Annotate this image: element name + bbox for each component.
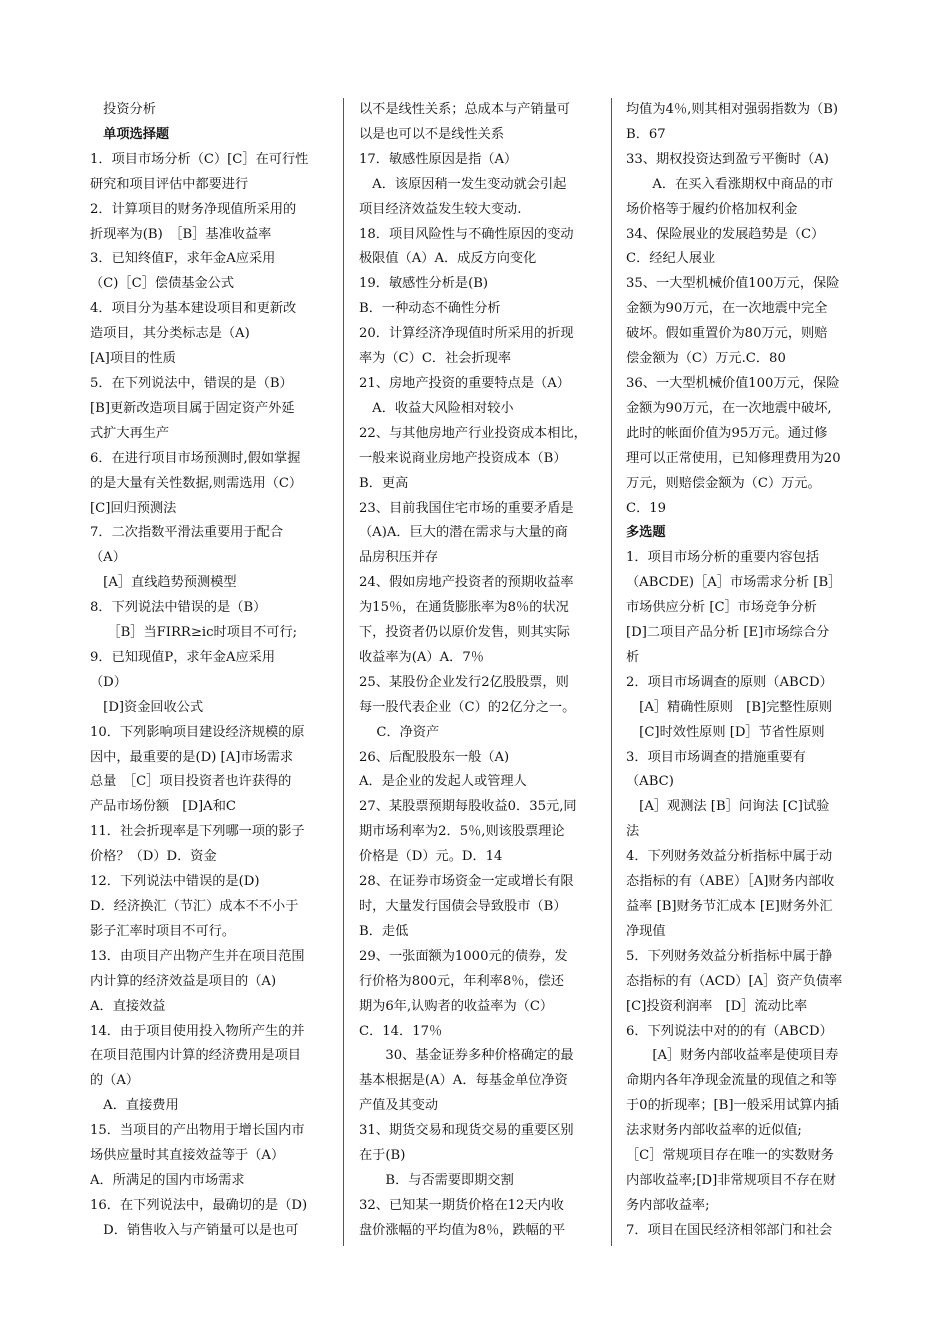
text-line: 每一股代表企业（C）的2亿分之一。: [359, 699, 576, 715]
text-line: 品房积压并存: [359, 550, 439, 566]
text-line: 以是也可以不是线性关系: [359, 126, 505, 142]
text-line: 益率 [B]财务节汇成本 [E]财务外汇: [626, 899, 833, 914]
column-divider: [611, 98, 612, 1246]
text-line: 为15％，在通货膨胀率为8％的状况: [359, 600, 569, 616]
text-line: 8．下列说法中错误的是（B）: [90, 600, 267, 616]
text-line: （ABC): [626, 774, 674, 790]
text-line: [A］财务内部收益率是使项目寿: [626, 1048, 839, 1064]
text-line: 价格？（D）D．资金: [90, 849, 217, 865]
text-line: 13．由项目产出物产生并在项目范围: [90, 948, 305, 964]
text-line: 6．下列说法中对的的有（ABCD）: [626, 1023, 833, 1039]
text-line: 4．项目分为基本建设项目和更新改: [90, 301, 297, 317]
text-line: 市场供应分析 [C］市场竞争分析: [626, 600, 817, 616]
text-line: 4．下列财务效益分析指标中属于动: [626, 849, 833, 865]
text-line: 期市场利率为2．5％,则该股票理论: [359, 824, 565, 840]
text-line: 25、某股份企业发行2亿股股票，则: [359, 674, 569, 690]
text-line: 净现值: [626, 923, 666, 939]
text-line: B．更高: [359, 475, 409, 491]
text-line: 14．由于项目使用投入物所产生的并: [90, 1023, 305, 1039]
text-line: 9．已知现值P，求年金A应采用: [90, 649, 276, 665]
text-line: C．经纪人展业: [626, 251, 716, 267]
text-line: 万元，则赔偿金额为（C）万元。: [626, 475, 821, 491]
text-line: 20．计算经济净现值时所采用的折现: [359, 326, 574, 342]
text-line: 5．在下列说法中，错误的是（B）: [90, 375, 293, 391]
text-line: C．14．17％: [359, 1023, 443, 1039]
text-line: ［B］当FIRR≥ic时项目不可行;: [90, 625, 298, 641]
text-line: 命期内各年净现金流量的现值之和等: [626, 1073, 837, 1089]
text-line: 17．敏感性原因是指（A）: [359, 151, 518, 167]
text-line: [A］直线趋势预测模型: [90, 575, 237, 591]
text-line: 场价格等于履约价格加权利金: [626, 201, 798, 217]
text-line: 以不是线性关系；总成本与产销量可: [359, 102, 570, 117]
text-line: 29、一张面额为1000元的债券，发: [359, 948, 568, 964]
text-line: 1．项目市场分析（C）[C］在可行性: [90, 151, 309, 167]
text-line: B．67: [626, 126, 666, 142]
text-line: 18．项目风险性与不确性原因的变动: [359, 226, 574, 242]
section-heading: 多选题: [626, 525, 666, 541]
text-line: 的是大量有关性数据,则需选用（C）: [90, 475, 303, 491]
text-line: 期为6年,认购者的收益率为（C）: [359, 998, 554, 1014]
text-line: 28、在证券市场资金一定或增长有限: [359, 874, 574, 890]
text-line: 研究和项目评估中都要进行: [90, 176, 249, 192]
text-line: [C]回归预测法: [90, 500, 177, 516]
text-line: [D]资金回收公式: [90, 699, 204, 715]
text-line: A．在买入看涨期权中商品的市: [626, 176, 834, 192]
text-line: 务内部收益率;: [626, 1197, 710, 1213]
text-line: 35、一大型机械价值100万元，保险: [626, 276, 840, 292]
text-line: （ABCDE)［A］市场需求分析 [B］: [626, 575, 842, 591]
text-line: A．是企业的发起人或管理人: [359, 774, 527, 790]
text-line: 3．已知终值F，求年金A应采用: [90, 251, 276, 267]
text-line: 15．当项目的产出物用于增长国内市: [90, 1123, 305, 1139]
text-line: 5．下列财务效益分析指标中属于静: [626, 948, 833, 964]
text-line: 下，投资者仍以原价发售，则其实际: [359, 625, 570, 641]
text-line: 在于(B): [359, 1148, 406, 1164]
text-line: 7．项目在国民经济相邻部门和社会: [626, 1222, 833, 1238]
text-line: 率为（C）C．社会折现率: [359, 351, 512, 367]
text-line: 27、某股票预期每股收益0．35元,同: [359, 799, 577, 815]
text-line: 金额为90万元，在一次地震中完全: [626, 301, 828, 317]
text-line: 行价格为800元，年利率8％，偿还: [359, 973, 564, 989]
text-line: 6．在进行项目市场预测时,假如掌握: [90, 450, 301, 466]
text-line: 式扩大再生产: [90, 425, 170, 441]
text-line: 31、期货交易和现货交易的重要区别: [359, 1123, 574, 1139]
text-line: A．所满足的国内市场需求: [90, 1172, 245, 1188]
text-line: [C]投资利润率 [D］流动比率: [626, 998, 808, 1014]
text-line: 34、保险展业的发展趋势是（C）: [626, 226, 825, 242]
text-line: C．19: [626, 500, 667, 516]
section-heading: 单项选择题: [90, 126, 170, 142]
text-line: 基本根据是(A）A．每基金单位净资: [359, 1073, 568, 1089]
text-line: 21、房地产投资的重要特点是（A）: [359, 375, 570, 391]
text-line: 总量 ［C］项目投资者也许获得的: [90, 774, 292, 790]
text-line: 22、与其他房地产行业投资成本相比，: [359, 425, 587, 441]
text-line: （D）: [90, 674, 127, 690]
text-line: 11．社会折现率是下列哪一项的影子: [90, 824, 305, 840]
text-line: B．走低: [359, 923, 409, 939]
text-line: [C]时效性原则 [D］节省性原则: [626, 724, 825, 740]
text-line: 于0的折现率；[B]一般采用试算内插: [626, 1098, 839, 1114]
text-line: 场供应量时其直接效益等于（A）: [90, 1148, 285, 1164]
text-line: 投资分析: [90, 102, 156, 117]
text-line: 破坏。假如重置价为80万元，则赔: [626, 326, 828, 342]
text-line: 偿金额为（C）万元.C．80: [626, 351, 786, 367]
text-line: [A］精确性原则 [B]完整性原则: [626, 699, 833, 715]
text-line: 金额为90万元，在一次地震中破坏,: [626, 400, 832, 416]
text-line: A．收益大风险相对较小: [359, 400, 514, 416]
text-line: 在项目范围内计算的经济费用是项目: [90, 1048, 301, 1064]
text-line: C．净资产: [359, 724, 440, 740]
text-line: [A]项目的性质: [90, 351, 176, 367]
text-line: [D]二项目产品分析 [E]市场综合分: [626, 625, 830, 641]
text-line: [B]更新改造项目属于固定资产外延: [90, 400, 295, 416]
text-line: 3．项目市场调查的措施重要有: [626, 749, 806, 765]
text-line: ［C］常规项目存在唯一的实数财务: [626, 1148, 834, 1164]
text-line: 态指标的有（ABE）［A]财务内部收: [626, 874, 835, 890]
text-line: 法: [626, 824, 640, 840]
text-line: 因中，最重要的是(D) [A]市场需求: [90, 749, 294, 765]
text-line: 16．在下列说法中，最确切的是（D): [90, 1197, 308, 1213]
text-line: 影子汇率时项目不可行。: [90, 923, 236, 939]
text-line: （C)［C］偿债基金公式: [90, 276, 235, 292]
text-line: （A)A．巨大的潜在需求与大量的商: [359, 525, 568, 541]
text-line: B．与否需要即期交割: [359, 1172, 514, 1188]
text-line: 极限值（A）A．成反方向变化: [359, 251, 537, 267]
text-line: [A］观测法 [B］问询法 [C]试验: [626, 799, 830, 815]
text-line: 态指标的有（ACD）[A］资产负债率: [626, 973, 843, 989]
text-line: 30、基金证券多种价格确定的最: [359, 1048, 574, 1064]
text-line: 36、一大型机械价值100万元，保险: [626, 375, 840, 391]
text-line: 时，大量发行国债会导致股市（B）: [359, 899, 567, 914]
text-line: 产品市场份额 [D]A和C: [90, 799, 236, 815]
text-line: D．销售收入与产销量可以是也可: [90, 1222, 299, 1238]
column-3: [626, 98, 866, 1244]
text-line: （A）: [90, 550, 126, 566]
text-line: 此时的帐面价值为95万元。通过修: [626, 425, 828, 441]
text-line: 均值为4％,则其相对强弱指数为（B): [626, 102, 839, 117]
text-line: 23、目前我国住宅市场的重要矛盾是: [359, 500, 574, 516]
text-line: 一般来说商业房地产投资成本（B）: [359, 450, 567, 466]
text-line: 26、后配股股东一般（A): [359, 749, 510, 765]
column-1: [90, 98, 328, 1244]
text-line: 盘价涨幅的平均值为8％，跌幅的平: [359, 1222, 566, 1238]
text-line: 产值及其变动: [359, 1098, 439, 1114]
text-line: 19．敏感性分析是(B): [359, 276, 489, 292]
text-line: 1．项目市场分析的重要内容包括: [626, 550, 820, 566]
text-line: 内计算的经济效益是项目的（A): [90, 973, 277, 989]
text-line: 价格是（D）元。D．14: [359, 849, 503, 865]
text-line: 12．下列说法中错误的是(D): [90, 874, 260, 890]
text-line: 造项目，其分类标志是（A): [90, 326, 250, 342]
column-divider: [343, 98, 344, 1246]
text-line: 法求财务内部收益率的近似值;: [626, 1123, 802, 1139]
text-line: 2．计算项目的财务净现值所采用的: [90, 201, 297, 217]
text-line: B．一种动态不确性分析: [359, 301, 501, 317]
text-line: 析: [626, 649, 640, 665]
text-line: 24、假如房地产投资者的预期收益率: [359, 575, 574, 591]
text-line: 7．二次指数平滑法重要用于配合: [90, 525, 284, 541]
column-2: [359, 98, 607, 1244]
text-line: 收益率为(A）A．7％: [359, 649, 484, 665]
text-line: A．直接费用: [90, 1098, 179, 1114]
text-line: 理可以正常使用，已知修理费用为20: [626, 450, 841, 466]
text-line: 10．下列影响项目建设经济规模的原: [90, 724, 305, 740]
text-line: D．经济换汇（节汇）成本不不小于: [90, 899, 299, 914]
text-line: A．该原因稍一发生变动就会引起: [359, 176, 567, 192]
text-line: 项目经济效益发生较大变动.: [359, 201, 522, 217]
text-line: 的（A）: [90, 1073, 140, 1089]
text-line: 33、期权投资达到盈亏平衡时（A): [626, 151, 829, 167]
text-line: 折现率为(B) ［B］基准收益率: [90, 226, 272, 242]
text-line: 内部收益率;[D]非常规项目不存在财: [626, 1172, 836, 1188]
text-line: 32、已知某一期货价格在12天内收: [359, 1197, 564, 1213]
text-line: A．直接效益: [90, 998, 166, 1014]
text-line: 2．项目市场调查的原则（ABCD）: [626, 674, 833, 690]
